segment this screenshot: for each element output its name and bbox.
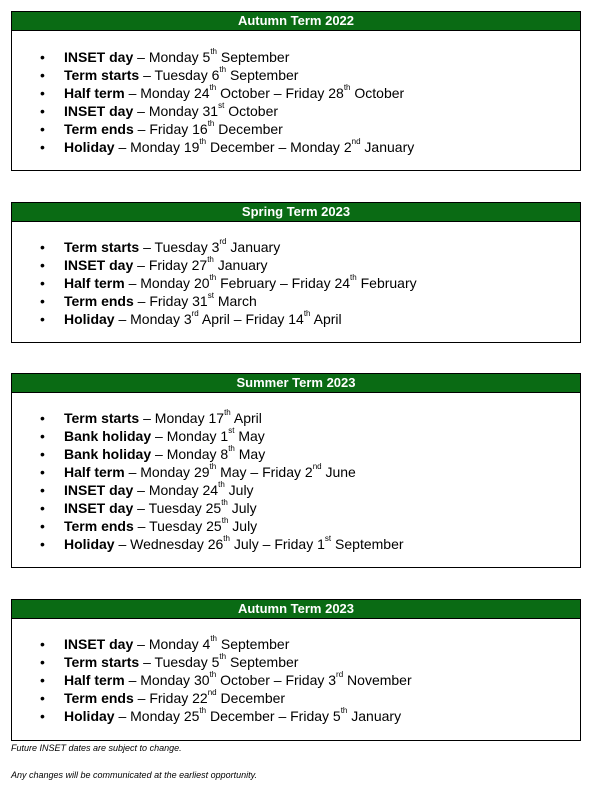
list-item (12, 138, 580, 156)
item-label: INSET day (64, 257, 134, 273)
list-item (12, 427, 580, 445)
item-label: Holiday (64, 311, 115, 327)
list-item (12, 120, 580, 138)
term-autumn-2023 (11, 599, 581, 741)
term-dates-list (12, 48, 580, 156)
list-item (12, 499, 580, 517)
list-item (12, 671, 580, 689)
item-label: Term ends (64, 293, 134, 309)
item-label: Bank holiday (64, 428, 152, 444)
term-spring-2023 (11, 202, 581, 343)
item-label: Holiday (64, 139, 115, 155)
item-label: Term starts (64, 67, 140, 83)
item-text: – Monday 25th December – Friday 5th January (118, 706, 402, 724)
item-text: – Friday 22nd December (137, 688, 286, 706)
list-item (12, 66, 580, 84)
list-item (12, 635, 580, 653)
item-text: – Friday 31st March (137, 291, 257, 309)
item-text: – Monday 20th February – Friday 24th February (128, 273, 417, 291)
list-item (12, 310, 580, 328)
item-text: – Friday 27th January (137, 255, 268, 273)
item-text: – Monday 19th December – Monday 2nd January (118, 137, 415, 155)
list-item (12, 256, 580, 274)
item-text: – Monday 17th April (143, 408, 262, 426)
list-item (12, 535, 580, 553)
item-label: Half term (64, 464, 125, 480)
list-item (12, 463, 580, 481)
list-item (12, 274, 580, 292)
item-text: – Tuesday 3rd January (143, 237, 281, 255)
list-item (12, 48, 580, 66)
item-label: INSET day (64, 103, 134, 119)
term-title: Summer Term 2023 (12, 374, 580, 393)
item-label: Term ends (64, 121, 134, 137)
item-label: Holiday (64, 708, 115, 724)
item-label: INSET day (64, 49, 134, 65)
list-item (12, 84, 580, 102)
item-label: Half term (64, 275, 125, 291)
item-text: – Tuesday 25th July (137, 516, 258, 534)
item-label: Half term (64, 85, 125, 101)
list-item (12, 707, 580, 725)
item-text: – Monday 31st October (137, 101, 279, 119)
term-dates-list (12, 238, 580, 328)
item-text: – Monday 29th May – Friday 2nd June (128, 462, 356, 480)
item-label: Term ends (64, 518, 134, 534)
term-title: Spring Term 2023 (12, 203, 580, 222)
item-text: – Monday 3rd April – Friday 14th April (118, 309, 342, 327)
footnote-communication: Any changes will be communicated at the earliest opportunity. (11, 770, 257, 780)
item-text: – Monday 8th May (155, 444, 266, 462)
item-text: – Friday 16th December (137, 119, 283, 137)
list-item (12, 238, 580, 256)
term-summer-2023 (11, 373, 581, 568)
term-dates-list (12, 635, 580, 725)
term-title: Autumn Term 2023 (12, 600, 580, 619)
list-item (12, 653, 580, 671)
item-label: Term starts (64, 654, 140, 670)
item-label: INSET day (64, 500, 134, 516)
item-label: Half term (64, 672, 125, 688)
item-label: INSET day (64, 636, 134, 652)
item-text: – Monday 30th October – Friday 3rd November (128, 670, 412, 688)
item-text: – Wednesday 26th July – Friday 1st September (118, 534, 404, 552)
term-dates-list (12, 409, 580, 553)
item-label: Term ends (64, 690, 134, 706)
item-text: – Tuesday 5th September (143, 652, 299, 670)
item-label: Term starts (64, 239, 140, 255)
list-item (12, 409, 580, 427)
item-label: Term starts (64, 410, 140, 426)
list-item (12, 102, 580, 120)
item-label: Bank holiday (64, 446, 152, 462)
list-item (12, 481, 580, 499)
item-text: – Monday 5th September (137, 47, 290, 65)
footnote-inset-change: Future INSET dates are subject to change. (11, 743, 182, 753)
item-label: INSET day (64, 482, 134, 498)
list-item (12, 292, 580, 310)
item-text: – Monday 4th September (137, 634, 290, 652)
term-autumn-2022 (11, 11, 581, 171)
item-text: – Monday 1st May (155, 426, 265, 444)
item-text: – Tuesday 25th July (137, 498, 257, 516)
item-text: – Tuesday 6th September (143, 65, 299, 83)
term-title: Autumn Term 2022 (12, 12, 580, 31)
list-item (12, 517, 580, 535)
list-item (12, 689, 580, 707)
item-label: Holiday (64, 536, 115, 552)
list-item (12, 445, 580, 463)
item-text: – Monday 24th October – Friday 28th October (128, 83, 405, 101)
item-text: – Monday 24th July (137, 480, 254, 498)
